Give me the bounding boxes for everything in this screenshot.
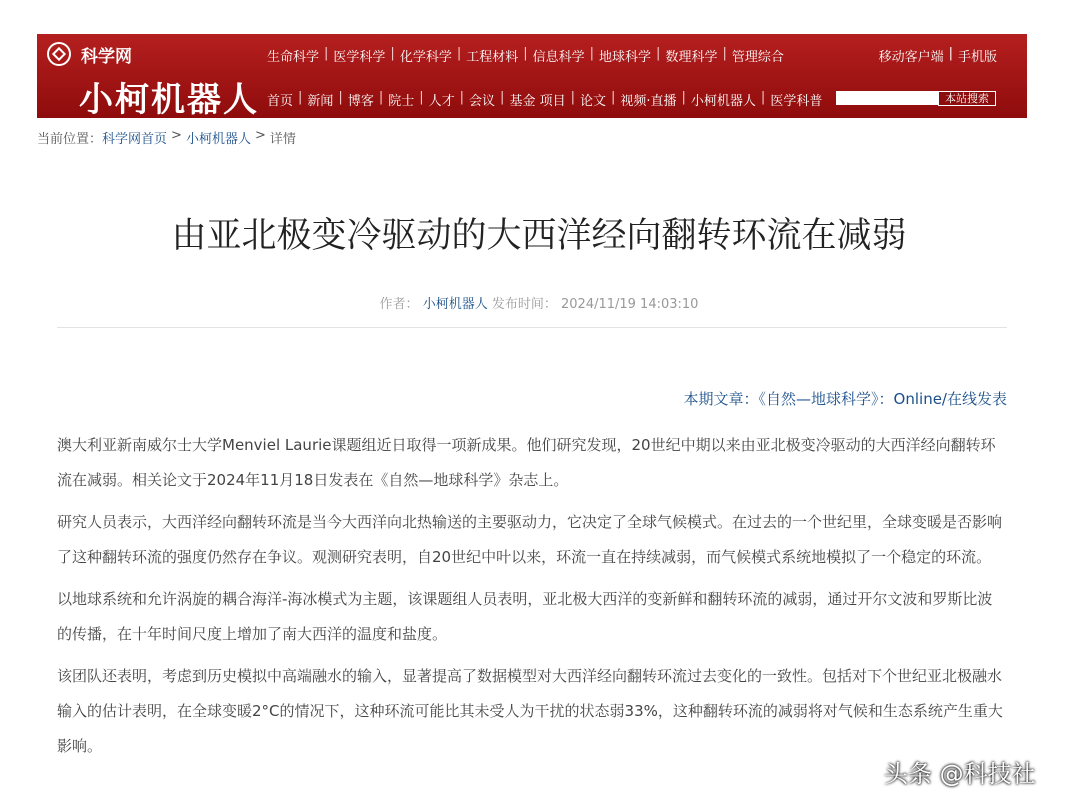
site-name[interactable]: 科学网 xyxy=(81,47,132,67)
nav-item-life-science[interactable]: 生命科学 xyxy=(267,50,320,65)
nav-item-management[interactable]: 管理综合 xyxy=(731,50,784,65)
mobile-version-link[interactable]: 手机版 xyxy=(957,50,997,65)
nav-item-chemistry[interactable]: 化学科学 xyxy=(399,50,452,65)
site-search-button[interactable]: 本站搜索 xyxy=(938,91,996,106)
search-input[interactable] xyxy=(836,91,940,105)
nav-separator: | xyxy=(760,90,766,105)
breadcrumb-separator: > xyxy=(254,128,266,143)
nav-separator: | xyxy=(378,90,384,105)
nav-item-math-physics[interactable]: 数理科学 xyxy=(665,50,718,65)
article-title: 由亚北极变冷驱动的大西洋经向翻转环流在减弱 xyxy=(171,216,907,256)
article-body xyxy=(57,428,1007,771)
paragraph: 澳大利亚新南威尔士大学Menviel Laurie课题组近日取得一项新成果。他们研究发现，20世纪中期以来由亚北极变冷驱动的大西洋经向翻转环流在减弱。相关论文于2024年11月18日发表在《自然—地球科学》杂志上。 xyxy=(57,436,996,489)
mobile-client-link[interactable]: 移动客户端 xyxy=(878,50,944,65)
nav-separator: | xyxy=(459,90,465,105)
breadcrumb-current: 详情 xyxy=(269,132,296,147)
nav-separator: | xyxy=(589,46,595,61)
issue-link[interactable]: 本期文章：《自然—地球科学》：Online/在线发表 xyxy=(683,390,1007,408)
nav-item-papers[interactable]: 论文 xyxy=(579,94,606,109)
nav-item-blog[interactable]: 博客 xyxy=(347,94,374,109)
paragraph: 该团队还表明，考虑到历史模拟中高端融水的输入，显著提高了数据模型对大西洋经向翻转环流过去变化的一致性。包括对下个世纪亚北极融水输入的估计表明，在全球变暖2°C的情况下，这种环流可能比其未受人为干扰的状态弱33%，这种翻转环流的减弱将对气候和生态系统产生重大影响。 xyxy=(57,667,1003,755)
paragraph: 研究人员表示，大西洋经向翻转环流是当今大西洋向北热输送的主要驱动力，它决定了全球气候模式。在过去的一个世纪里，全球变暖是否影响了这种翻转环流的强度仍然存在争议。观测研究表明，自20世纪中叶以来，环流一直在持续减弱，而气候模式系统地模拟了一个稳定的环流。 xyxy=(57,513,1003,566)
paragraph: 以地球系统和允许涡旋的耦合海洋-海冰模式为主题，该课题组人员表明，亚北极大西洋的变新鲜和翻转环流的减弱，通过开尔文波和罗斯比波的传播，在十年时间尺度上增加了南大西洋的温度和盐度。 xyxy=(57,590,993,643)
nav-separator: | xyxy=(656,46,661,61)
nav-item-home[interactable]: 首页 xyxy=(267,94,294,109)
author-label: 作者： xyxy=(379,297,419,312)
nav-item-information[interactable]: 信息科学 xyxy=(532,50,585,65)
nav-item-earth-science[interactable]: 地球科学 xyxy=(599,50,652,65)
brand-title[interactable]: 小柯机器人 xyxy=(79,80,259,120)
author-link[interactable]: 小柯机器人 xyxy=(422,297,488,312)
nav-item-video-live[interactable]: 视频·直播 xyxy=(620,94,677,109)
nav-separator: | xyxy=(500,90,505,105)
subject-nav xyxy=(267,46,784,65)
breadcrumb-home-link[interactable]: 科学网首页 xyxy=(102,132,168,147)
article-meta xyxy=(0,293,1078,312)
publish-date: 2024/11/19 14:03:10 xyxy=(561,297,699,312)
breadcrumb-prefix: 当前位置： xyxy=(37,132,103,147)
nav-separator: | xyxy=(570,90,575,105)
nav-separator: | xyxy=(456,46,462,61)
nav-item-medical-popular[interactable]: 医学科普 xyxy=(770,94,823,109)
nav-item-medical-science[interactable]: 医学科学 xyxy=(333,50,386,65)
nav-item-engineering[interactable]: 工程材料 xyxy=(466,50,519,65)
nav-item-talent[interactable]: 人才 xyxy=(428,94,455,109)
watermark: 头条 @科技社 xyxy=(884,760,1036,788)
nav-separator: | xyxy=(298,90,303,105)
nav-separator: | xyxy=(390,46,395,61)
date-label: 发布时间： xyxy=(491,297,557,312)
nav-separator: | xyxy=(681,90,686,105)
nav-separator: | xyxy=(948,46,953,61)
main-nav xyxy=(267,90,822,109)
nav-separator: | xyxy=(523,46,528,61)
nav-item-academicians[interactable]: 院士 xyxy=(388,94,415,109)
nav-separator: | xyxy=(722,46,727,61)
breadcrumb xyxy=(37,128,296,147)
nav-separator: | xyxy=(419,90,424,105)
nav-item-news[interactable]: 新闻 xyxy=(307,94,334,109)
nav-separator: | xyxy=(338,90,343,105)
site-header xyxy=(37,34,1027,118)
breadcrumb-section-link[interactable]: 小柯机器人 xyxy=(185,132,251,147)
client-links xyxy=(879,46,997,65)
logo-icon[interactable] xyxy=(47,42,71,66)
nav-item-conference[interactable]: 会议 xyxy=(469,94,496,109)
nav-item-fund-project[interactable]: 基金 项目 xyxy=(509,94,566,109)
divider xyxy=(57,327,1007,328)
nav-separator: | xyxy=(324,46,329,61)
nav-item-kehe-robot[interactable]: 小柯机器人 xyxy=(690,94,756,109)
breadcrumb-separator: > xyxy=(171,128,182,143)
nav-separator: | xyxy=(610,90,616,105)
